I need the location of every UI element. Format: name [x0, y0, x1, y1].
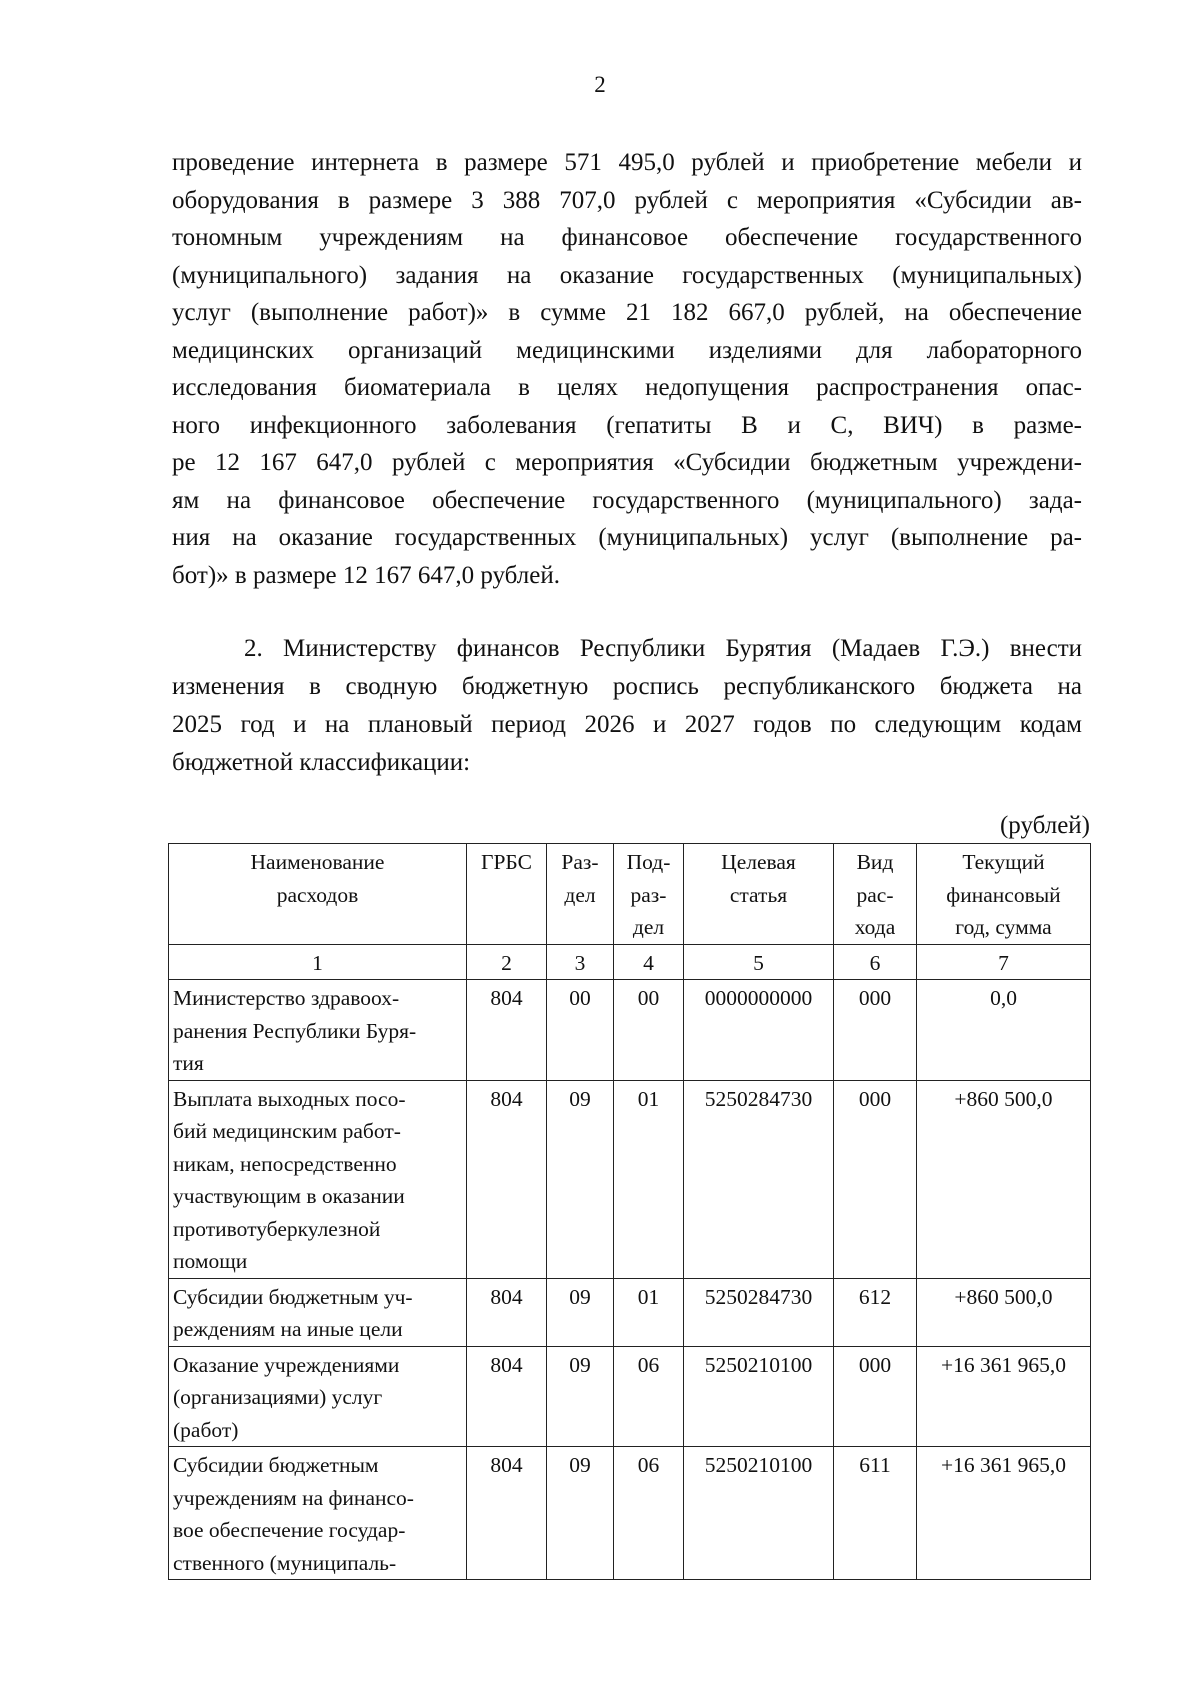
paragraph-line: проведение интернета в размере 571 495,0 рублей и приобретение мебели и: [172, 149, 1082, 176]
header-section: Раз- дел: [547, 844, 614, 945]
column-number: 4: [614, 944, 684, 980]
column-number: 3: [547, 944, 614, 980]
units-label: (рублей): [999, 812, 1090, 839]
row-name: Выплата выходных посо- бий медицинским работ- никам, непосредственно участвующим в оказании противотуберкулезной помощи: [169, 1080, 467, 1278]
row-type: 000: [834, 1080, 917, 1278]
header-grbs: ГРБС: [467, 844, 547, 945]
row-section: 09: [547, 1278, 614, 1346]
paragraph-line: 2025 год и на плановый период 2026 и 2027 годов по следующим кодам: [172, 711, 1082, 738]
table-row: [169, 1278, 1091, 1346]
row-subsection: 01: [614, 1080, 684, 1278]
paragraph-line: медицинских организаций медицинскими изделиями для лабораторного: [172, 336, 1082, 364]
table-row: [169, 1080, 1091, 1278]
header-subsection: Под- раз- дел: [614, 844, 684, 945]
paragraph-1: [172, 144, 1082, 594]
row-section: 00: [547, 980, 614, 1081]
paragraph-line: тономным учреждениям на финансовое обеспечение государственного: [172, 224, 1082, 251]
row-amount: +16 361 965,0: [917, 1447, 1091, 1580]
row-section: 09: [547, 1080, 614, 1278]
row-grbs: 804: [467, 1080, 547, 1278]
row-name: Министерство здравоох- ранения Республики Буря- тия: [169, 980, 467, 1081]
row-name: Оказание учреждениями (организациями) услуг (работ): [169, 1346, 467, 1447]
paragraph-line: ре 12 167 647,0 рублей с мероприятия «Субсидии бюджетным учреждени-: [172, 449, 1082, 476]
header-target: Целевая статья: [684, 844, 834, 945]
row-name: Субсидии бюджетным уч- реждениям на иные цели: [169, 1278, 467, 1346]
paragraph-line: оборудования в размере 3 388 707,0 рублей с мероприятия «Субсидии ав-: [172, 186, 1082, 214]
paragraph-2: [172, 630, 1082, 782]
row-type: 000: [834, 1346, 917, 1447]
paragraph-line: бюджетной классификации:: [172, 749, 471, 776]
row-target: 5250210100: [684, 1447, 834, 1580]
row-grbs: 804: [467, 1447, 547, 1580]
table-header-row: [169, 844, 1091, 945]
header-amount: Текущий финансовый год, сумма: [917, 844, 1091, 945]
row-amount: 0,0: [917, 980, 1091, 1081]
paragraph-line: (муниципального) задания на оказание государственных (муниципальных): [172, 261, 1082, 289]
table-column-number-row: [169, 944, 1091, 980]
row-grbs: 804: [467, 1278, 547, 1346]
paragraph-line: услуг (выполнение работ)» в сумме 21 182 667,0 рублей, на обеспечение: [172, 299, 1082, 326]
row-subsection: 01: [614, 1278, 684, 1346]
row-amount: +16 361 965,0: [917, 1346, 1091, 1447]
header-name: Наименование расходов: [169, 844, 467, 945]
paragraph-line: ям на финансовое обеспечение государственного (муниципального) зада-: [172, 486, 1082, 514]
row-subsection: 06: [614, 1346, 684, 1447]
row-type: 611: [834, 1447, 917, 1580]
paragraph-line: изменения в сводную бюджетную роспись республиканского бюджета на: [172, 673, 1082, 700]
row-type: 000: [834, 980, 917, 1081]
column-number: 2: [467, 944, 547, 980]
row-target: 5250284730: [684, 1080, 834, 1278]
header-type: Вид рас- хода: [834, 844, 917, 945]
row-section: 09: [547, 1447, 614, 1580]
row-type: 612: [834, 1278, 917, 1346]
row-target: 5250210100: [684, 1346, 834, 1447]
column-number: 7: [917, 944, 1091, 980]
page-number: 2: [594, 72, 606, 97]
row-target: 0000000000: [684, 980, 834, 1081]
row-target: 5250284730: [684, 1278, 834, 1346]
table-row: [169, 1447, 1091, 1580]
column-number: 5: [684, 944, 834, 980]
budget-table: [168, 843, 1091, 1580]
row-amount: +860 500,0: [917, 1278, 1091, 1346]
paragraph-line: ния на оказание государственных (муниципальных) услуг (выполнение ра-: [172, 524, 1082, 551]
row-subsection: 00: [614, 980, 684, 1081]
column-number: 1: [169, 944, 467, 980]
paragraph-line: 2. Министерству финансов Республики Бурятия (Мадаев Г.Э.) внести: [244, 635, 1082, 662]
paragraph-line: бот)» в размере 12 167 647,0 рублей.: [172, 561, 560, 589]
paragraph-line: ного инфекционного заболевания (гепатиты В и С, ВИЧ) в разме-: [172, 411, 1082, 439]
row-grbs: 804: [467, 1346, 547, 1447]
table-row: [169, 1346, 1091, 1447]
table-row: [169, 980, 1091, 1081]
row-section: 09: [547, 1346, 614, 1447]
row-amount: +860 500,0: [917, 1080, 1091, 1278]
row-subsection: 06: [614, 1447, 684, 1580]
row-name: Субсидии бюджетным учреждениям на финансо- вое обеспечение государ- ственного (муниципаль-: [169, 1447, 467, 1580]
column-number: 6: [834, 944, 917, 980]
paragraph-line: исследования биоматериала в целях недопущения распространения опас-: [172, 374, 1082, 401]
row-grbs: 804: [467, 980, 547, 1081]
